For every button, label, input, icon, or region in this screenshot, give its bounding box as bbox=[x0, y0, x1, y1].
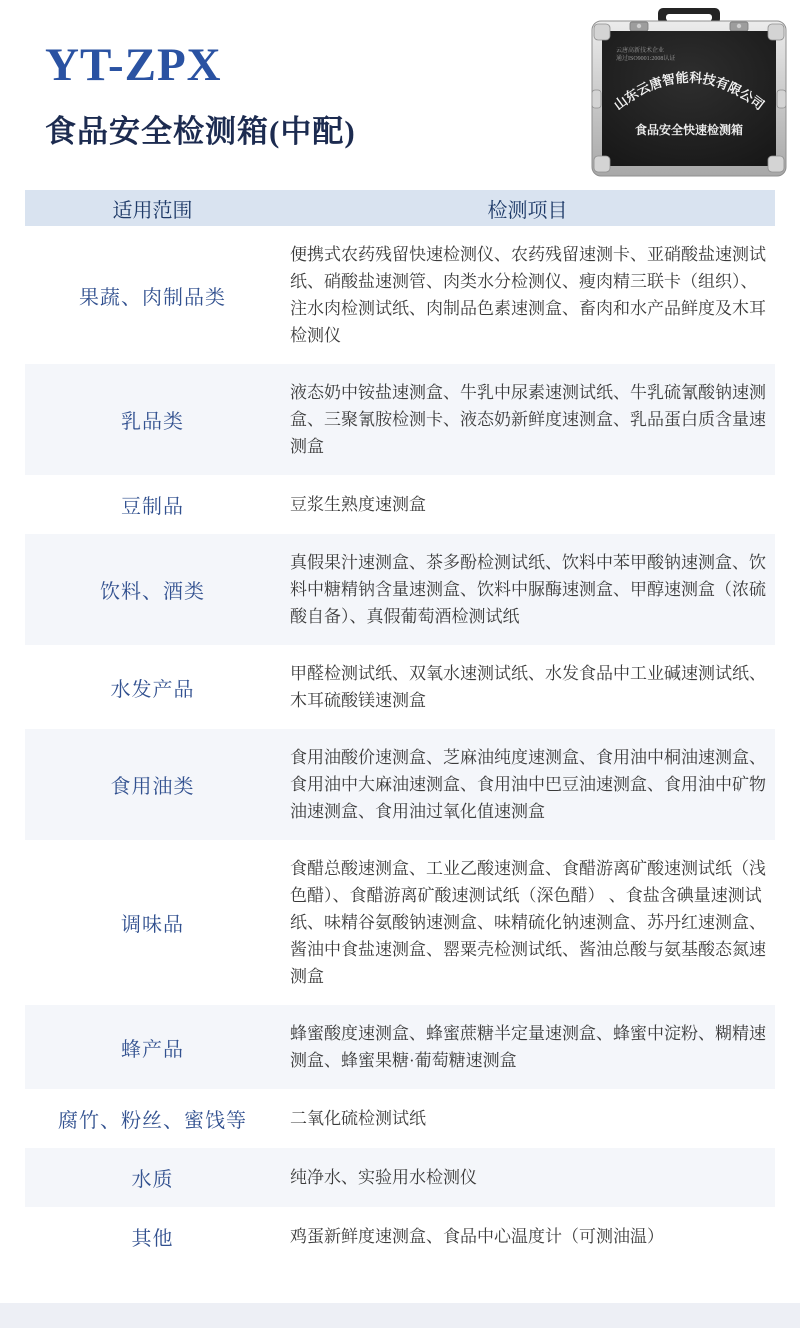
column-header-scope: 适用范围 bbox=[25, 190, 280, 226]
table-row bbox=[25, 534, 775, 645]
bottom-strip bbox=[0, 1303, 800, 1328]
scope-cell: 水发产品 bbox=[110, 678, 195, 701]
scope-cell: 调味品 bbox=[121, 914, 184, 936]
product-case-image bbox=[590, 6, 788, 182]
product-model: YT-ZPX bbox=[45, 39, 222, 91]
scope-cell: 饮料、酒类 bbox=[25, 534, 280, 645]
table-row bbox=[25, 364, 775, 475]
case-cert-text-1: 云唐高新技术企业 bbox=[616, 48, 665, 54]
table-row bbox=[25, 840, 775, 1005]
table-row bbox=[25, 729, 775, 840]
items-cell: 甲醛检测试纸、双氧水速测试纸、水发食品中工业碱速测试纸、木耳硫酸镁速测盒 bbox=[290, 664, 766, 710]
column-header-items: 检测项目 bbox=[280, 190, 775, 226]
items-cell: 食醋总酸速测盒、工业乙酸速测盒、食醋游离矿酸速测试纸（浅色醋）、食醋游离矿酸速测试纸（深色醋） 、食盐含碘量速测试纸、味精谷氨酸钠速测盒、味精硫化钠速测盒、苏丹红速测盒、酱油中食盐速测盒、罂粟壳检测试纸、酱油总酸与氨基酸态氮速测盒 bbox=[290, 859, 766, 986]
table-row bbox=[25, 1148, 775, 1207]
items-cell: 二氧化硫检测试纸 bbox=[290, 1109, 426, 1128]
table-row bbox=[25, 1005, 775, 1089]
scope-cell: 乳品类 bbox=[25, 364, 280, 475]
table-row bbox=[25, 1207, 775, 1266]
scope-cell: 食用油类 bbox=[25, 729, 280, 840]
scope-cell: 豆制品 bbox=[121, 496, 184, 518]
page-header bbox=[0, 0, 800, 190]
items-cell: 豆浆生熟度速测盒 bbox=[290, 495, 426, 514]
scope-cell: 果蔬、肉制品类 bbox=[79, 286, 226, 309]
items-cell: 液态奶中铵盐速测盒、牛乳中尿素速测试纸、牛乳硫氰酸钠速测盒、三聚氰胺检测卡、液态奶新鲜度速测盒、乳品蛋白质含量速测盒 bbox=[280, 364, 775, 475]
items-cell: 真假果汁速测盒、茶多酚检测试纸、饮料中苯甲酸钠速测盒、饮料中糖精钠含量速测盒、饮料中脲酶速测盒、甲醇速测盒（浓硫酸自备）、真假葡萄酒检测试纸 bbox=[280, 534, 775, 645]
items-cell: 食用油酸价速测盒、芝麻油纯度速测盒、食用油中桐油速测盒、食用油中大麻油速测盒、食用油中巴豆油速测盒、食用油中矿物油速测盒、食用油过氧化值速测盒 bbox=[280, 729, 775, 840]
product-title: 食品安全检测箱(中配) bbox=[45, 113, 356, 149]
case-front-label: 食品安全快速检测箱 bbox=[634, 123, 744, 137]
table-row bbox=[25, 226, 775, 364]
items-cell: 蜂蜜酸度速测盒、蜂蜜蔗糖半定量速测盒、蜂蜜中淀粉、糊精速测盒、蜂蜜果糖·葡萄糖速测盒 bbox=[280, 1005, 775, 1089]
case-company-arc-text: 山东云唐智能科技有限公司 bbox=[610, 69, 768, 113]
spec-table bbox=[25, 190, 775, 1266]
scope-cell: 水质 bbox=[25, 1148, 280, 1207]
table-row bbox=[25, 475, 775, 534]
items-cell: 纯净水、实验用水检测仪 bbox=[280, 1148, 775, 1207]
table-header-row bbox=[25, 190, 775, 226]
items-cell: 鸡蛋新鲜度速测盒、食品中心温度计（可测油温） bbox=[290, 1227, 664, 1246]
table-row bbox=[25, 1089, 775, 1148]
items-cell: 便携式农药残留快速检测仪、农药残留速测卡、亚硝酸盐速测试纸、硝酸盐速测管、肉类水分检测仪、瘦肉精三联卡（组织）、注水肉检测试纸、肉制品色素速测盒、畜肉和水产品鲜度及木耳检测仪 bbox=[290, 245, 766, 345]
case-cert-text-2: 通过ISO9001:2008认证 bbox=[616, 56, 676, 62]
scope-cell: 腐竹、粉丝、蜜饯等 bbox=[58, 1110, 247, 1132]
brand-block bbox=[45, 40, 356, 151]
scope-cell: 其他 bbox=[131, 1228, 174, 1250]
table-row bbox=[25, 645, 775, 729]
scope-cell: 蜂产品 bbox=[25, 1005, 280, 1089]
product-photo bbox=[590, 6, 788, 182]
